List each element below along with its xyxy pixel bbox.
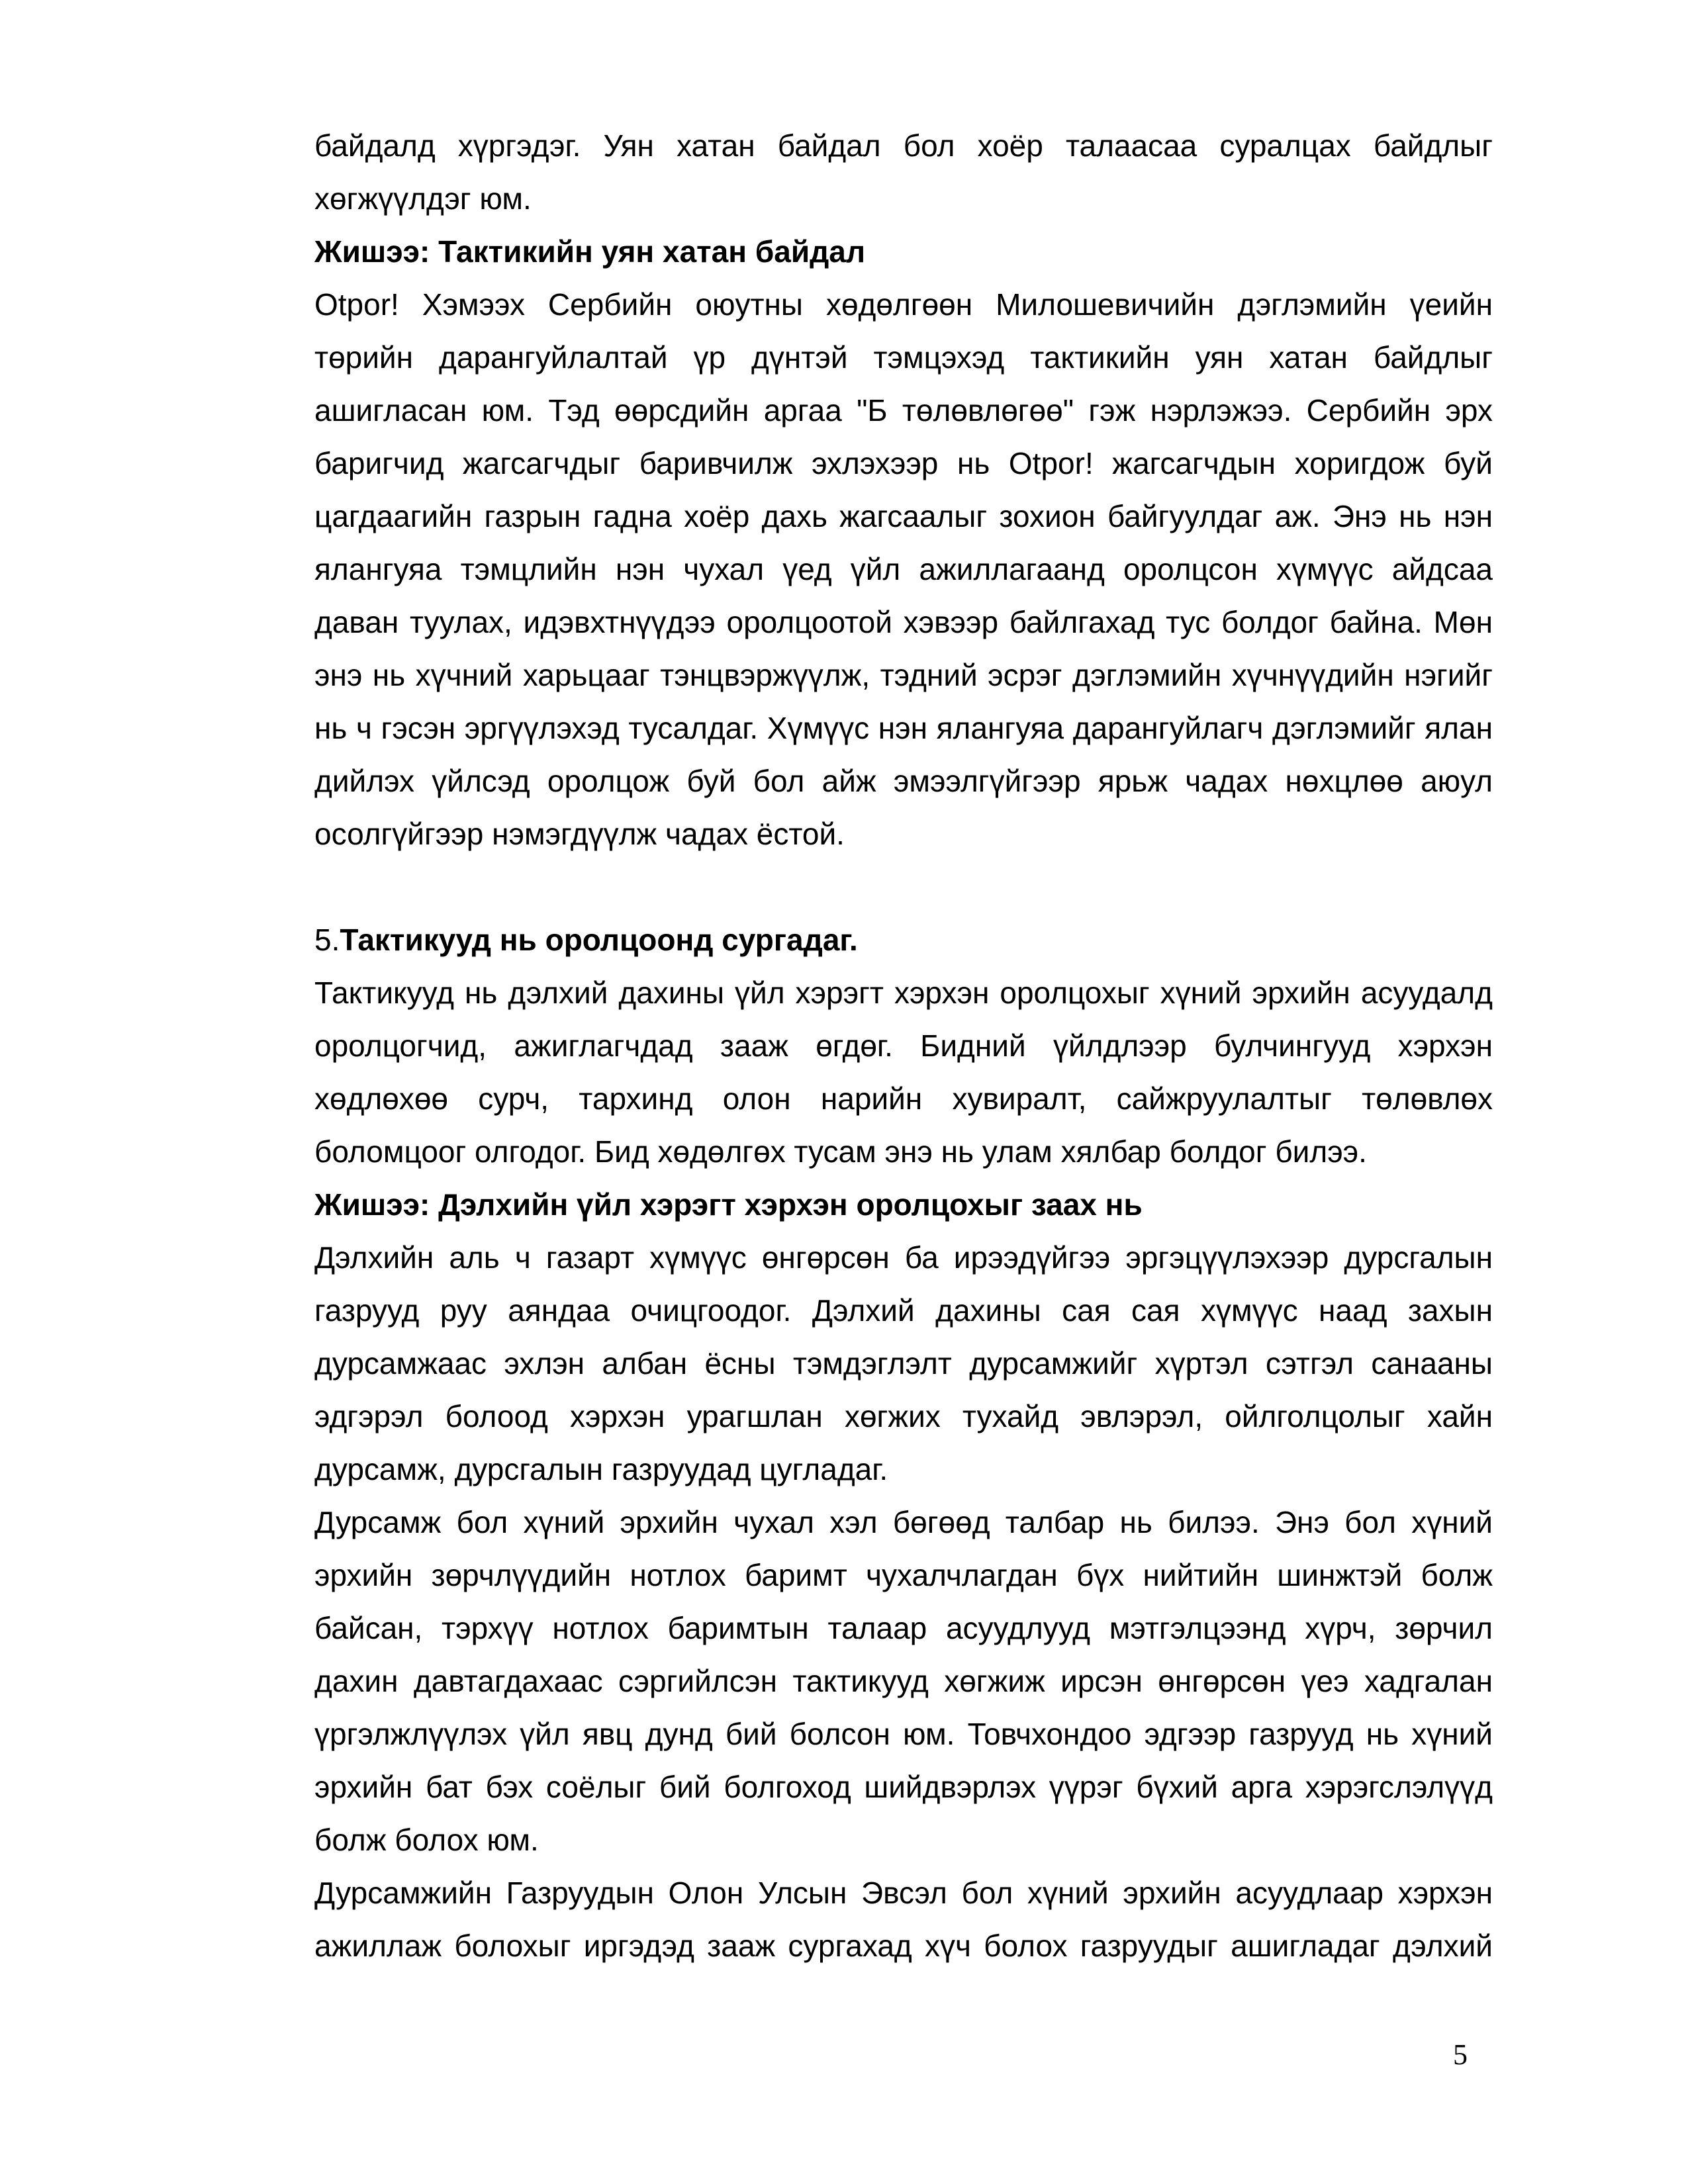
- section-title: Тактикууд нь оролцоонд сургадаг.: [340, 923, 858, 957]
- paragraph-otpor-example: Otpor! Хэмээх Сербийн оюутны хөдөлгөөн Милошевичийн дэглэмийн үеийн төрийн дарангуйлалтай үр дүнтэй тэмцэхэд тактикийн уян хатан байдлыг ашигласан юм. Тэд өөрсдийн аргаа "Б төлөвлөгөө" гэж нэрлэжээ. Сербийн эрх баригчид жагсагчдыг баривчилж эхлэхээр нь Otpor! жагсагчдын хоригдож буй цагдаагийн газрын гадна хоёр дахь жагсаалыг зохион байгуулдаг аж. Энэ нь нэн ялангуяа тэмцлийн нэн чухал үед үйл ажиллагаанд оролцсон хүмүүс айдсаа даван туулах, идэвхтнүүдээ оролцоотой хэвээр байлгахад тус болдог байна. Мөн энэ нь хүчний харьцааг тэнцвэржүүлж, тэдний эсрэг дэглэмийн хүчнүүдийн нэгийг нь ч гэсэн эргүүлэхэд тусалдаг. Хүмүүс нэн ялангуяа дарангуйлагч дэглэмийг ялан дийлэх үйлсэд оролцож буй бол айж эмээлгүйгээр ярьж чадах нөхцлөө аюул осолгүйгээр нэмэгдүүлж чадах ёстой.: [314, 287, 1493, 851]
- paragraph-memorial-sites: Дэлхийн аль ч газарт хүмүүс өнгөрсөн ба ирээдүйгээ эргэцүүлэхээр дурсгалын газрууд руу аяндаа очицгоодог. Дэлхий дахины сая сая хүмүүс наад захын дурсамжаас эхлэн албан ёсны тэмдэглэлт дурсамжийг хүртэл сэтгэл санааны эдгэрэл болоод хэрхэн урагшлан хөгжих тухайд эвлэрэл, ойлголцолыг хайн дурсамж, дурсгалын газруудад цугладаг.: [314, 1240, 1493, 1486]
- section-heading-5: [314, 913, 1493, 966]
- paragraph-sites-of-conscience: Дурсамжийн Газруудын Олон Улсын Эвсэл бол хүний эрхийн асуудлаар хэрхэн ажиллаж болохыг иргэдэд зааж сургахад хүч болох газруудыг ашигладаг дэлхий: [314, 1876, 1493, 1963]
- paragraph-flexibility-intro: байдалд хүргэдэг. Уян хатан байдал бол хоёр талаасаа суралцах байдлыг хөгжүүлдэг юм.: [314, 128, 1493, 216]
- paragraph-memory-human-rights: Дурсамж бол хүний эрхийн чухал хэл бөгөөд талбар нь билээ. Энэ бол хүний эрхийн зөрчлүүдийн нотлох баримт чухалчлагдан бүх нийтийн шинжтэй болж байсан, тэрхүү нотлох баримтын талаар асуудлууд мэтгэлцээнд хүрч, зөрчил дахин давтагдахаас сэргийлсэн тактикууд хөгжиж ирсэн өнгөрсөн үеэ хадгалан үргэлжлүүлэх үйл явц дунд бий болсон юм. Товчхондоо эдгээр газрууд нь хүний эрхийн бат бэх соёлыг бий болгоход шийдвэрлэх үүрэг бүхий арга хэрэгслэлүүд болж болох юм.: [314, 1505, 1493, 1857]
- page-number: 5: [1453, 2038, 1468, 2071]
- paragraph-tactics-teach-participation: Тактикууд нь дэлхий дахины үйл хэрэгт хэрхэн оролцохыг хүний эрхийн асуудалд оролцогчид, ажиглагчдад зааж өгдөг. Бидний үйлдлээр булчингууд хэрхэн хөдлөхөө сурч, тархинд олон нарийн хувиралт, сайжруулалтыг төлөвлөх боломцоог олгодог. Бид хөдөлгөх тусам энэ нь улам хялбар болдог билээ.: [314, 976, 1493, 1169]
- section-number: 5.: [314, 923, 340, 957]
- document-page-body: [314, 119, 1493, 1972]
- example-heading-teaching-participation: Жишээ: Дэлхийн үйл хэрэгт хэрхэн оролцохыг заах нь: [314, 1187, 1143, 1222]
- example-heading-tactical-flexibility: Жишээ: Тактикийн уян хатан байдал: [314, 234, 866, 269]
